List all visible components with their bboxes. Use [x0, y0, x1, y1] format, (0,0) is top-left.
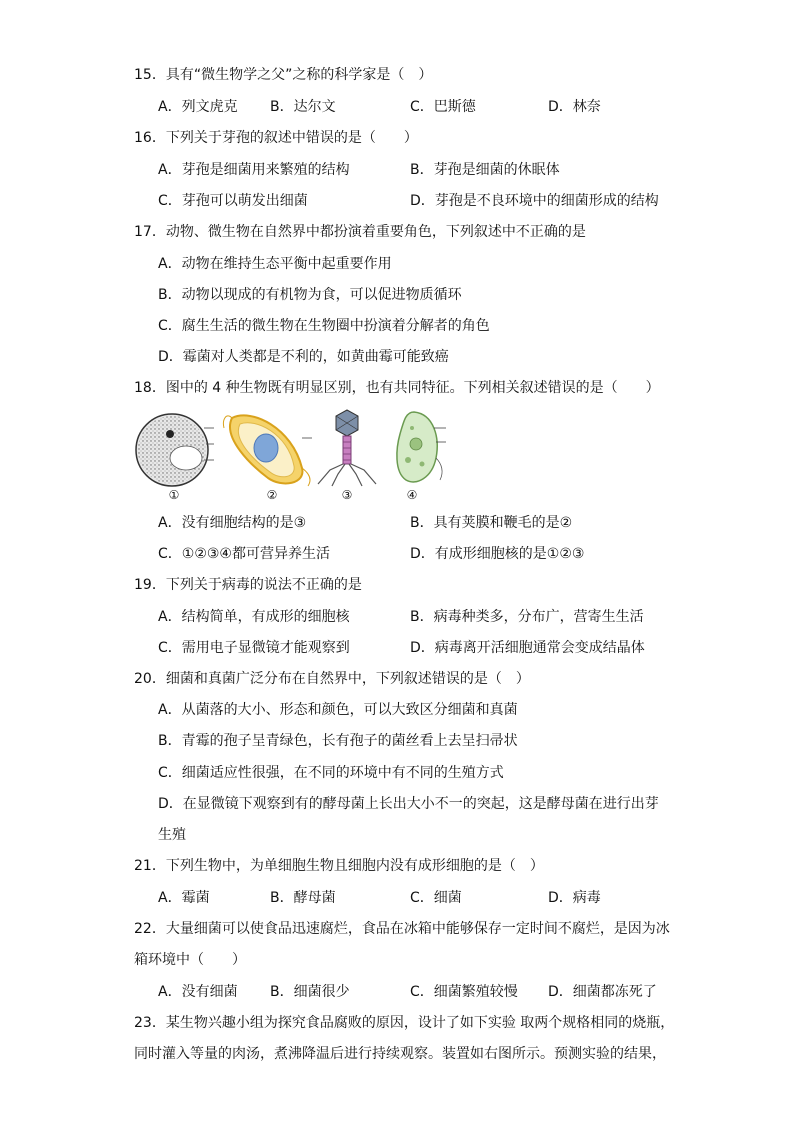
- q16-stem: 16．下列关于芽孢的叙述中错误的是（ ）: [134, 130, 418, 146]
- q19-option-b: B．病毒种类多，分布广，营寄生生活: [410, 609, 644, 625]
- q17-option-a: A．动物在维持生态平衡中起重要作用: [158, 256, 392, 272]
- q18-option-d: D．有成形细胞核的是①②③: [410, 546, 585, 562]
- q19-option-d: D．病毒离开活细胞通常会变成结晶体: [410, 640, 645, 656]
- q18-figure: [134, 408, 454, 506]
- q20-option-b: B．青霉的孢子呈青绿色，长有孢子的菌丝看上去呈扫帚状: [158, 733, 518, 749]
- q21-option-c: C．细菌: [410, 890, 462, 906]
- q22-option-d: D．细菌都冻死了: [548, 984, 657, 1000]
- q15-option-d: D．林奈: [548, 99, 601, 115]
- q21-option-a: A．霉菌: [158, 890, 210, 906]
- q18-stem: 18．图中的 4 种生物既有明显区别，也有共同特征。下列相关叙述错误的是（ ）: [134, 380, 660, 396]
- q21-option-b: B．酵母菌: [270, 890, 336, 906]
- q17-stem: 17．动物、微生物在自然界中都扮演着重要角色，下列叙述中不正确的是: [134, 224, 586, 240]
- q15-option-c: C．巴斯德: [410, 99, 476, 115]
- q23-line-1: 23．某生物兴趣小组为探究食品腐败的原因，设计了如下实验 取两个规格相同的烧瓶，: [134, 1015, 675, 1031]
- q18-option-b: B．具有荚膜和鞭毛的是②: [410, 515, 573, 531]
- q20-option-d-continued: 生殖: [158, 827, 186, 843]
- q22-option-b: B．细菌很少: [270, 984, 350, 1000]
- q19-option-c: C．需用电子显微镜才能观察到: [158, 640, 350, 656]
- q20-stem: 20．细菌和真菌广泛分布在自然界中，下列叙述错误的是（ ）: [134, 671, 530, 687]
- figure-label-2: ②: [266, 488, 278, 502]
- q19-option-a: A．结构简单，有成形的细胞核: [158, 609, 350, 625]
- q16-option-b: B．芽孢是细菌的休眠体: [410, 162, 560, 178]
- q20-option-a: A．从菌落的大小、形态和颜色，可以大致区分细菌和真菌: [158, 702, 518, 718]
- q20-option-d: D．在显微镜下观察到有的酵母菌上长出大小不一的突起，这是酵母菌在进行出芽: [158, 796, 659, 812]
- q22-stem: 22．大量细菌可以使食品迅速腐烂，食品在冰箱中能够保存一定时间不腐烂，是因为冰: [134, 921, 670, 937]
- q19-stem: 19．下列关于病毒的说法不正确的是: [134, 577, 362, 593]
- q17-option-d: D．霉菌对人类都是不利的，如黄曲霉可能致癌: [158, 349, 449, 365]
- cell-1-illustration: [134, 408, 216, 488]
- q23-line-2: 同时灌入等量的肉汤，煮沸降温后进行持续观察。装置如右图所示。预测实验的结果，: [134, 1046, 666, 1062]
- q16-option-a: A．芽孢是细菌用来繁殖的结构: [158, 162, 350, 178]
- q18-option-a: A．没有细胞结构的是③: [158, 515, 307, 531]
- q15-option-a: A．列文虎克: [158, 99, 238, 115]
- cell-3-illustration: [312, 408, 382, 488]
- q20-option-c: C．细菌适应性很强，在不同的环境中有不同的生殖方式: [158, 765, 504, 781]
- q22-stem-continued: 箱环境中（ ）: [134, 952, 246, 968]
- cell-4-illustration: [386, 408, 456, 488]
- q15-option-b: B．达尔文: [270, 99, 336, 115]
- cell-2-illustration: [222, 408, 314, 488]
- q17-option-b: B．动物以现成的有机物为食，可以促进物质循环: [158, 287, 462, 303]
- q21-stem: 21．下列生物中，为单细胞生物且细胞内没有成形细胞的是（ ）: [134, 858, 544, 874]
- q22-option-a: A．没有细菌: [158, 984, 238, 1000]
- q15-stem: 15．具有“微生物学之父”之称的科学家是（ ）: [134, 67, 433, 83]
- figure-label-4: ④: [406, 488, 418, 502]
- q22-option-c: C．细菌繁殖较慢: [410, 984, 518, 1000]
- q16-option-d: D．芽孢是不良环境中的细菌形成的结构: [410, 193, 659, 209]
- q21-option-d: D．病毒: [548, 890, 601, 906]
- q17-option-c: C．腐生生活的微生物在生物圈中扮演着分解者的角色: [158, 318, 490, 334]
- q18-option-c: C．①②③④都可营异养生活: [158, 546, 330, 562]
- figure-label-1: ①: [168, 488, 180, 502]
- figure-label-3: ③: [341, 488, 353, 502]
- q16-option-c: C．芽孢可以萌发出细菌: [158, 193, 308, 209]
